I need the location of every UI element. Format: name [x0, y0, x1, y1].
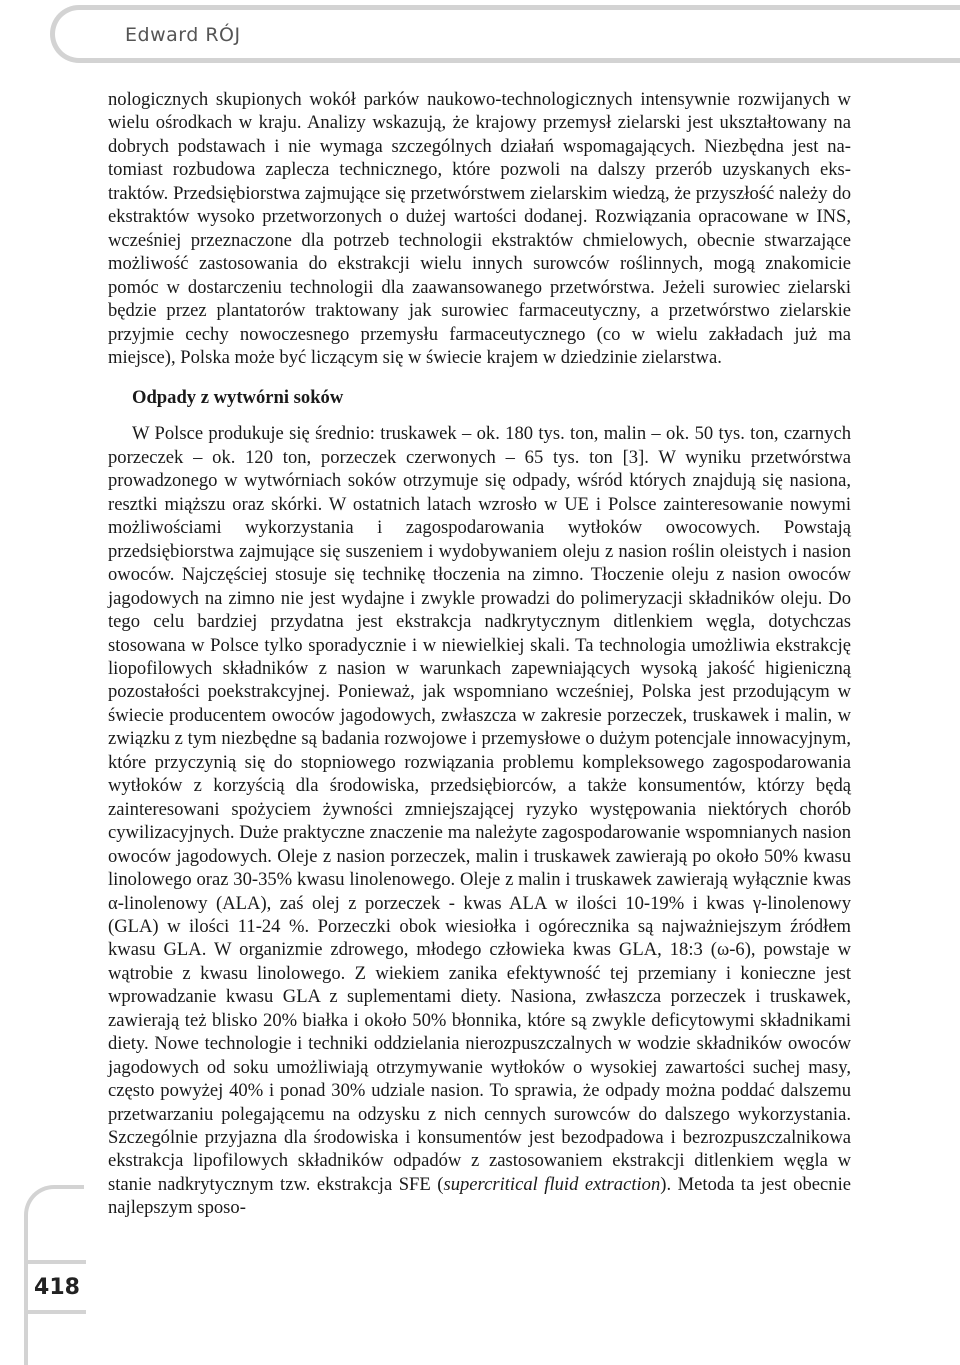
- page-number: 418: [24, 1260, 86, 1314]
- paragraph: nologicznych skupionych wokół parków naukowo-technologicznych intensywnie rozwijanych w wielu ośrodkach w kraju. Analizy wskazują, że krajowy przemysł zielarski jest ukształtowany na dobrych podstawach i nie wymaga szczególnych działań wspomagających. Niezbędna jest natomiast rozbudowa zaplecza technicznego, które pozwoli na dalszy przerób uzyskanych ekstraktów. Przedsiębiorstwa zajmujące się przetwórstwem zielarskim wiedzą, że przyszłość należy do ekstraktów wysoko przetworzonych o dużej wartości dodanej. Rozwiązania opracowane w INS, wcześniej przeznaczone dla potrzeb technologii ekstraktów chmielowych, obecnie stwarzające możliwość zastosowania do ekstrakcji wielu innych surowców roślinnych, mogą znakomicie pomóc w dostarczeniu technologii dla zaawansowanego przetwórstwa. Jeżeli surowiec zielarski będzie przez plantatorów traktowany jak surowiec farmaceutyczny, a przetwórstwo zielarskie przyjmie cechy nowoczesnego przemysłu farmaceutycznego (co w wielu zakładach już ma miejsce), Polska może być liczącym się w świecie krajem w dziedzinie zielarstwa.: [108, 89, 851, 368]
- paragraph-text: ). Metoda ta jest obecnie najlepszym sposo-: [108, 1173, 851, 1219]
- running-header-author: Edward RÓJ: [125, 24, 241, 46]
- paragraph: [108, 422, 851, 1219]
- italic-term: supercritical fluid extraction: [443, 1173, 661, 1195]
- section-heading: Odpady z wytwórni soków: [132, 387, 344, 409]
- paragraph-text: W Polsce produkuje się średnio: truskawek – ok. 180 tys. ton, malin – ok. 50 tys. ton, czarnych porzeczek – ok. 120 ton, porzeczek czerwonych – 65 tys. ton [3]. W wyniku przetwórstwa prowadzonego w wytwórniach soków otrzymuje się odpady, wśród których znajdują się nasiona, resztki miąższu oraz skórki. W ostatnich latach wzrosło w UE i Polsce zainteresowanie nowymi możliwościami wykorzystania i zagospodarowania wytłoków owocowych. Powstają przedsiębiorstwa zajmujące się suszeniem i wydobywaniem oleju z nasion roślin oleistych i nasion owoców. Najczęściej stosuje się technikę tłoczenia na zimno. Tłoczenie oleju z nasion owoców jagodowych na zimno nie jest wydajne i zwykle prowadzi do polimeryzacji składników oleju. Do tego celu bardziej przydatna jest ekstrakcja nadkrytycznym ditlenkiem węgla, dotychczas stosowana w Polsce tylko sporadycznie i w niewielkiej skali. Ta technologia umożliwia ekstrakcję liopofilowych składników z nasion w warunkach zapewniających wysoką jakość higieniczną pozostałości poekstrakcyjnej. Ponieważ, jak wspomniano wcześniej, Polska jest przodującym w świecie producentem owoców jagodowych, zwłaszcza w zakresie porzeczek, truskawek i malin, w związku z tym niezbędne są badania rozwojowe i przemysłowe o dużym potencjale innowacyjnym, które przyczynią się do stopniowego rozwiązania problemu kompleksowego zagospodarowania wytłoków z korzyścią dla środowiska, przedsiębiorców, a także konsumentów, którzy będą zainteresowani spożyciem żywności zmniejszającej ryzyko występowania niektórych chorób cywilizacyjnych. Duże praktyczne znaczenie ma należyte zagospodarowanie wspomnianych nasion owoców jagodowych. Oleje z nasion porzeczek, malin i truskawek zawierają po około 50% kwasu linolowego oraz 30-35% kwasu linolenowego. Oleje z malin i truskawek zawierają wyłącznie kwas α-linolenowy (ALA), zaś olej z porzeczek - kwas ALA w ilości 10-19% i kwas γ-linolenowy (GLA) w ilości 11-24 %. Porzeczki obok wiesiołka i ogórecznika są najważniejszym źródłem kwasu GLA. W organizmie zdrowego, młodego człowieka kwas GLA, 18:3 (ω-6), powstaje w wątrobie z kwasu linolowego. Z wiekiem zanika efektywność tej przemiany i konieczne jest wprowadzanie kwasu GLA z suplementami diety. Nasiona, zwłaszcza porzeczek i truskawek, zawierają też blisko 20% białka i około 50% błonnika, które są zwykle deficytowymi składnikami diety. Nowe technologie i techniki oddzielania nierozpuszczalnych w wodzie składników owoców jagodowych od soku umożliwiają otrzymywanie wytłoków o wysokiej zawartości suchej masy, często powyżej 40% i ponad 30% udziale nasion. To sprawia, że odpady można poddać dalszemu przetwarzaniu polegającemu na odzysku z nich cennych surowców do dalszego wykorzystania. Szczególnie przyjazna dla środowiska i konsumentów jest bezodpadowa i bezrozpuszczalnikowa ekstrakcja lipofilowych składników odpadów z zastosowaniem ekstrakcji ditlenkiem węgla w stanie nadkrytycznym tzw. ekstrakcja SFE (: [108, 423, 851, 1195]
- article-body: [108, 88, 851, 1220]
